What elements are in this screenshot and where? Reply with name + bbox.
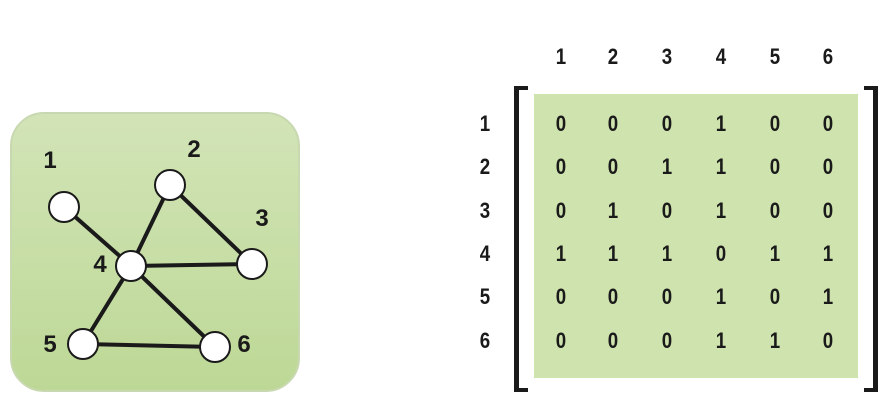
matrix-cell: 0 bbox=[661, 284, 673, 309]
col-label: 3 bbox=[661, 44, 673, 69]
matrix-cell: 0 bbox=[607, 111, 619, 136]
matrix-cell: 0 bbox=[555, 328, 567, 353]
matrix-cell: 1 bbox=[555, 241, 567, 266]
matrix-cell: 1 bbox=[822, 241, 834, 266]
matrix-cell: 0 bbox=[607, 284, 619, 309]
matrix-cell: 0 bbox=[661, 198, 673, 223]
node-label-5: 5 bbox=[43, 331, 57, 358]
matrix-cell: 1 bbox=[769, 328, 781, 353]
matrix-cell: 0 bbox=[769, 111, 781, 136]
edge-3-4 bbox=[131, 264, 252, 266]
col-label: 5 bbox=[769, 44, 781, 69]
matrix-cell: 0 bbox=[661, 328, 673, 353]
edge-4-6 bbox=[131, 266, 215, 347]
matrix-cell: 0 bbox=[555, 198, 567, 223]
row-label: 6 bbox=[479, 328, 491, 353]
row-label: 1 bbox=[479, 111, 491, 136]
matrix-cell: 1 bbox=[715, 328, 727, 353]
matrix-cell: 0 bbox=[822, 198, 834, 223]
matrix-left-bracket bbox=[514, 86, 528, 392]
row-label: 2 bbox=[479, 154, 491, 179]
matrix-cell: 1 bbox=[715, 198, 727, 223]
matrix-cell: 0 bbox=[607, 328, 619, 353]
node-label-6: 6 bbox=[237, 331, 251, 358]
node-label-3: 3 bbox=[255, 205, 269, 232]
node-label-2: 2 bbox=[187, 136, 201, 163]
row-label: 5 bbox=[479, 284, 491, 309]
matrix-cell: 0 bbox=[715, 241, 727, 266]
matrix-cell: 1 bbox=[607, 198, 619, 223]
matrix-cell: 0 bbox=[555, 154, 567, 179]
matrix-cell: 0 bbox=[769, 284, 781, 309]
matrix-cell: 1 bbox=[769, 241, 781, 266]
node-label-1: 1 bbox=[43, 147, 57, 174]
matrix-cell: 1 bbox=[607, 241, 619, 266]
node-3 bbox=[237, 249, 267, 279]
matrix-cell: 1 bbox=[715, 284, 727, 309]
col-label: 4 bbox=[715, 44, 727, 69]
matrix-cell: 1 bbox=[661, 241, 673, 266]
matrix-cell: 0 bbox=[822, 328, 834, 353]
node-5 bbox=[68, 329, 98, 359]
row-label: 3 bbox=[479, 198, 491, 223]
col-label: 6 bbox=[822, 44, 834, 69]
node-label-4: 4 bbox=[93, 251, 107, 278]
matrix-cell: 0 bbox=[555, 111, 567, 136]
matrix-cell: 1 bbox=[715, 111, 727, 136]
matrix-cell: 0 bbox=[769, 198, 781, 223]
matrix-cell: 0 bbox=[607, 154, 619, 179]
matrix-cell: 0 bbox=[822, 154, 834, 179]
col-label: 2 bbox=[607, 44, 619, 69]
col-label: 1 bbox=[555, 44, 567, 69]
node-4 bbox=[116, 251, 146, 281]
row-label: 4 bbox=[479, 241, 491, 266]
matrix-cell: 1 bbox=[661, 154, 673, 179]
matrix-cell: 0 bbox=[555, 284, 567, 309]
matrix-right-bracket bbox=[864, 86, 878, 392]
matrix-cell: 1 bbox=[715, 154, 727, 179]
matrix-cell: 0 bbox=[822, 111, 834, 136]
matrix-cell: 0 bbox=[769, 154, 781, 179]
edge-5-6 bbox=[83, 344, 215, 347]
matrix-cell: 1 bbox=[822, 284, 834, 309]
matrix-background bbox=[534, 94, 858, 378]
matrix-cell: 0 bbox=[661, 111, 673, 136]
edge-2-3 bbox=[170, 185, 252, 264]
node-2 bbox=[155, 170, 185, 200]
node-1 bbox=[49, 192, 79, 222]
node-6 bbox=[200, 332, 230, 362]
